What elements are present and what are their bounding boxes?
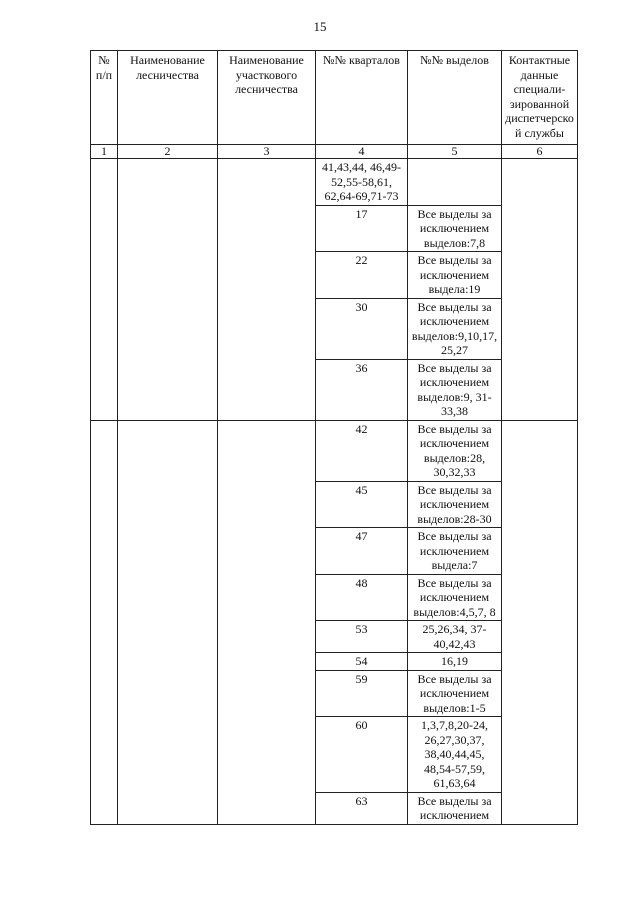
header-vydely: №№ выделов [408, 51, 502, 145]
cell-kvartaly: 36 [316, 359, 408, 420]
header-forestry-name: Наименование лесничества [118, 51, 218, 145]
forestry-table [90, 50, 578, 825]
cell-kvartaly: 30 [316, 298, 408, 359]
page-number: 15 [313, 19, 327, 34]
column-number-row [91, 145, 578, 159]
header-district-forestry-name: Наименование участкового лесничества [218, 51, 316, 145]
column-number: 5 [408, 145, 502, 159]
cell-kvartaly: 53 [316, 621, 408, 653]
cell-kvartaly: 45 [316, 481, 408, 528]
cell-kvartaly: 54 [316, 653, 408, 671]
cell-vydely: Все выделы за исключением выделов:9, 31-33,38 [408, 359, 502, 420]
cell-num [91, 420, 118, 824]
table-row [91, 159, 578, 206]
column-number: 3 [218, 145, 316, 159]
cell-kvartaly: 42 [316, 420, 408, 481]
cell-vydely: Все выделы за исключением выделов:7,8 [408, 205, 502, 252]
cell-vydely: Все выделы за исключением выделов:28-30 [408, 481, 502, 528]
cell-district-forestry-name [218, 420, 316, 824]
header-contact: Контактные данные специали-зированной диспетчерской службы [502, 51, 578, 145]
cell-vydely: Все выделы за исключением выделов:4,5,7, 8 [408, 574, 502, 621]
header-kvartaly: №№ кварталов [316, 51, 408, 145]
cell-kvartaly: 22 [316, 252, 408, 299]
cell-vydely: 16,19 [408, 653, 502, 671]
cell-kvartaly: 47 [316, 528, 408, 575]
cell-kvartaly: 41,43,44, 46,49-52,55-58,61, 62,64-69,71-73 [316, 159, 408, 206]
cell-vydely: Все выделы за исключением [408, 792, 502, 824]
column-number: 2 [118, 145, 218, 159]
cell-vydely: Все выделы за исключением выдела:19 [408, 252, 502, 299]
cell-vydely: Все выделы за исключением выделов:1-5 [408, 670, 502, 717]
cell-kvartaly: 63 [316, 792, 408, 824]
cell-kvartaly: 48 [316, 574, 408, 621]
cell-forestry-name [118, 159, 218, 421]
header-row [91, 51, 578, 145]
cell-vydely: Все выделы за исключением выделов:9,10,17,25,27 [408, 298, 502, 359]
cell-kvartaly: 60 [316, 717, 408, 793]
cell-vydely: Все выделы за исключением выдела:7 [408, 528, 502, 575]
column-number: 6 [502, 145, 578, 159]
column-number: 4 [316, 145, 408, 159]
cell-contact [502, 420, 578, 824]
column-number: 1 [91, 145, 118, 159]
table-row [91, 420, 578, 481]
cell-vydely [408, 159, 502, 206]
cell-vydely: Все выделы за исключением выделов:28, 30,32,33 [408, 420, 502, 481]
cell-district-forestry-name [218, 159, 316, 421]
header-num: № п/п [91, 51, 118, 145]
cell-contact [502, 159, 578, 421]
cell-vydely: 25,26,34, 37-40,42,43 [408, 621, 502, 653]
cell-forestry-name [118, 420, 218, 824]
cell-vydely: 1,3,7,8,20-24, 26,27,30,37, 38,40,44,45, 48,54-57,59, 61,63,64 [408, 717, 502, 793]
cell-num [91, 159, 118, 421]
cell-kvartaly: 17 [316, 205, 408, 252]
cell-kvartaly: 59 [316, 670, 408, 717]
